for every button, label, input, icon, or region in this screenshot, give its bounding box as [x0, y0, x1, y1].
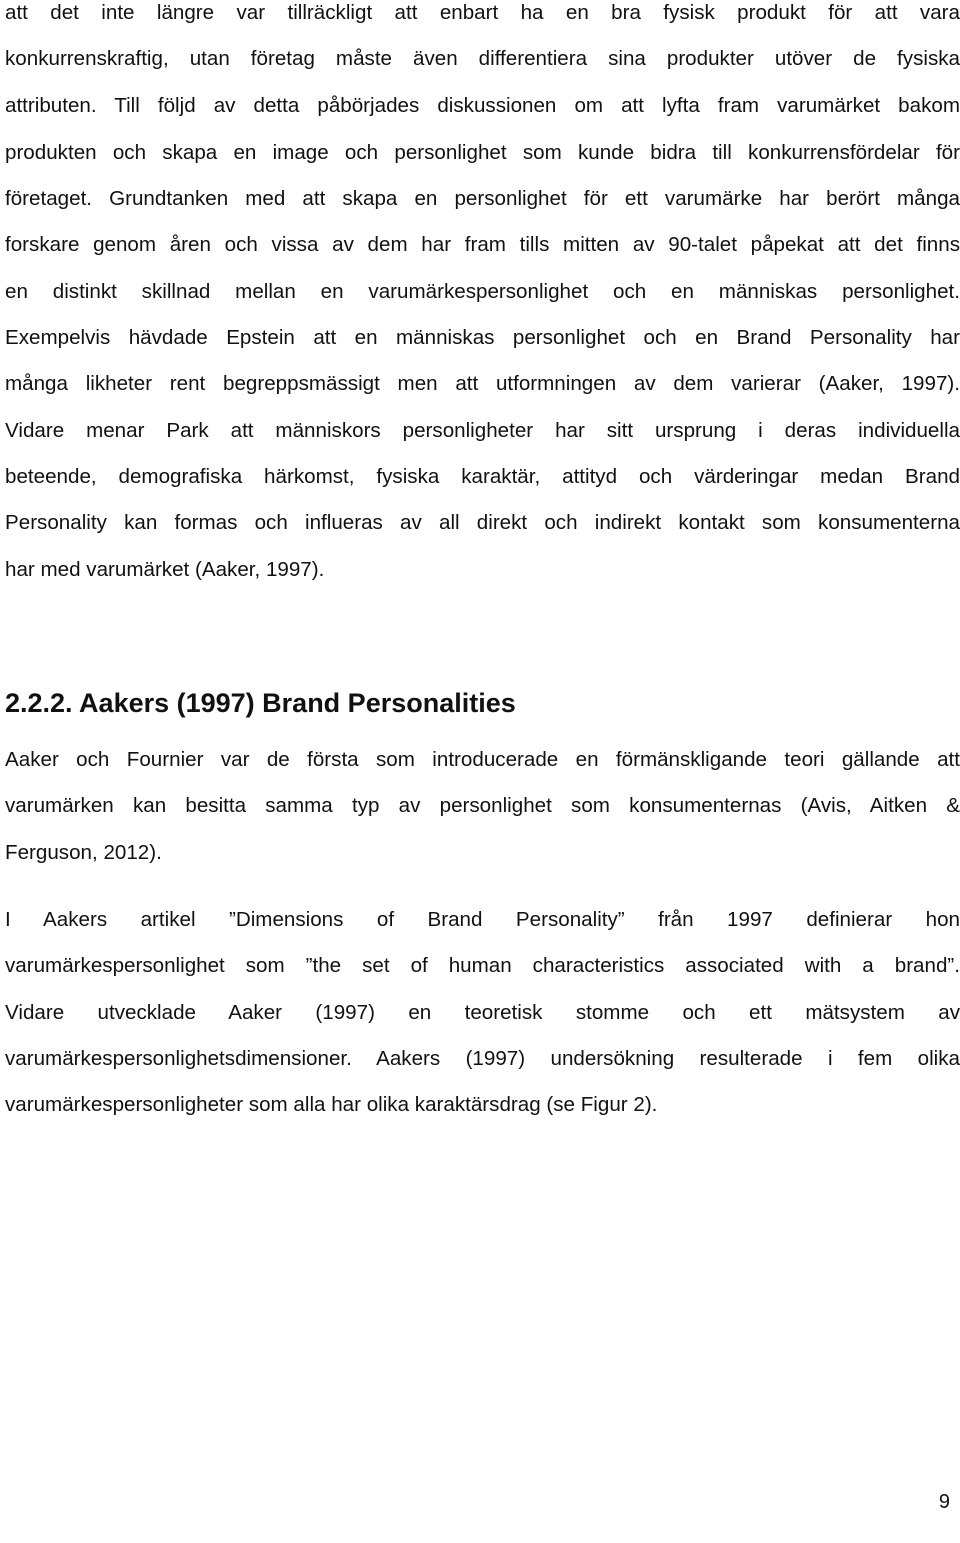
paragraph-1-line: att det inte längre var tillräckligt att enbart ha en bra fysisk produkt för att vara — [5, 1, 960, 24]
paragraph-1-line: en distinkt skillnad mellan en varumärkespersonlighet och en människas personlighet. — [5, 280, 960, 303]
paragraph-1-line: attributen. Till följd av detta påbörjades diskussionen om att lyfta fram varumärket bakom — [5, 94, 960, 117]
page-number: 9 — [938, 1491, 950, 1513]
paragraph-3-line: varumärkespersonlighet som ”the set of human characteristics associated with a brand”. — [5, 954, 960, 977]
paragraph-1-line: Exempelvis hävdade Epstein att en människas personlighet och en Brand Personality har — [5, 326, 960, 349]
section-heading: 2.2.2. Aakers (1997) Brand Personalities — [5, 688, 516, 718]
paragraph-3-line: varumärkespersonligheter som alla har olika karaktärsdrag (se Figur 2). — [5, 1093, 658, 1116]
paragraph-1-line: Personality kan formas och influeras av all direkt och indirekt kontakt som konsumenterna — [5, 511, 960, 534]
paragraph-3-line: varumärkespersonlighetsdimensioner. Aakers (1997) undersökning resulterade i fem olika — [5, 1047, 960, 1070]
paragraph-2-line: Ferguson, 2012). — [5, 841, 162, 864]
paragraph-1-line: konkurrenskraftig, utan företag måste även differentiera sina produkter utöver de fysiska — [5, 47, 960, 70]
paragraph-1-line: har med varumärket (Aaker, 1997). — [5, 558, 325, 581]
paragraph-1-line: många likheter rent begreppsmässigt men att utformningen av dem varierar (Aaker, 1997). — [5, 372, 960, 395]
paragraph-2-line: varumärken kan besitta samma typ av personlighet som konsumenternas (Avis, Aitken & — [5, 794, 960, 817]
paragraph-1-line: företaget. Grundtanken med att skapa en personlighet för ett varumärke har berört många — [5, 187, 960, 210]
paragraph-3-line: I Aakers artikel ”Dimensions of Brand Personality” från 1997 definierar hon — [5, 908, 960, 931]
paragraph-1-line: Vidare menar Park att människors personligheter har sitt ursprung i deras individuella — [5, 419, 960, 442]
paragraph-1-line: beteende, demografiska härkomst, fysiska karaktär, attityd och värderingar medan Brand — [5, 465, 960, 488]
paragraph-3-line: Vidare utvecklade Aaker (1997) en teoretisk stomme och ett mätsystem av — [5, 1001, 960, 1024]
paragraph-1-line: forskare genom åren och vissa av dem har fram tills mitten av 90-talet påpekat att det finns — [5, 233, 960, 256]
paragraph-2-line: Aaker och Fournier var de första som introducerade en förmänskligande teori gällande att — [5, 748, 960, 771]
paragraph-1-line: produkten och skapa en image och personlighet som kunde bidra till konkurrensfördelar för — [5, 141, 960, 164]
